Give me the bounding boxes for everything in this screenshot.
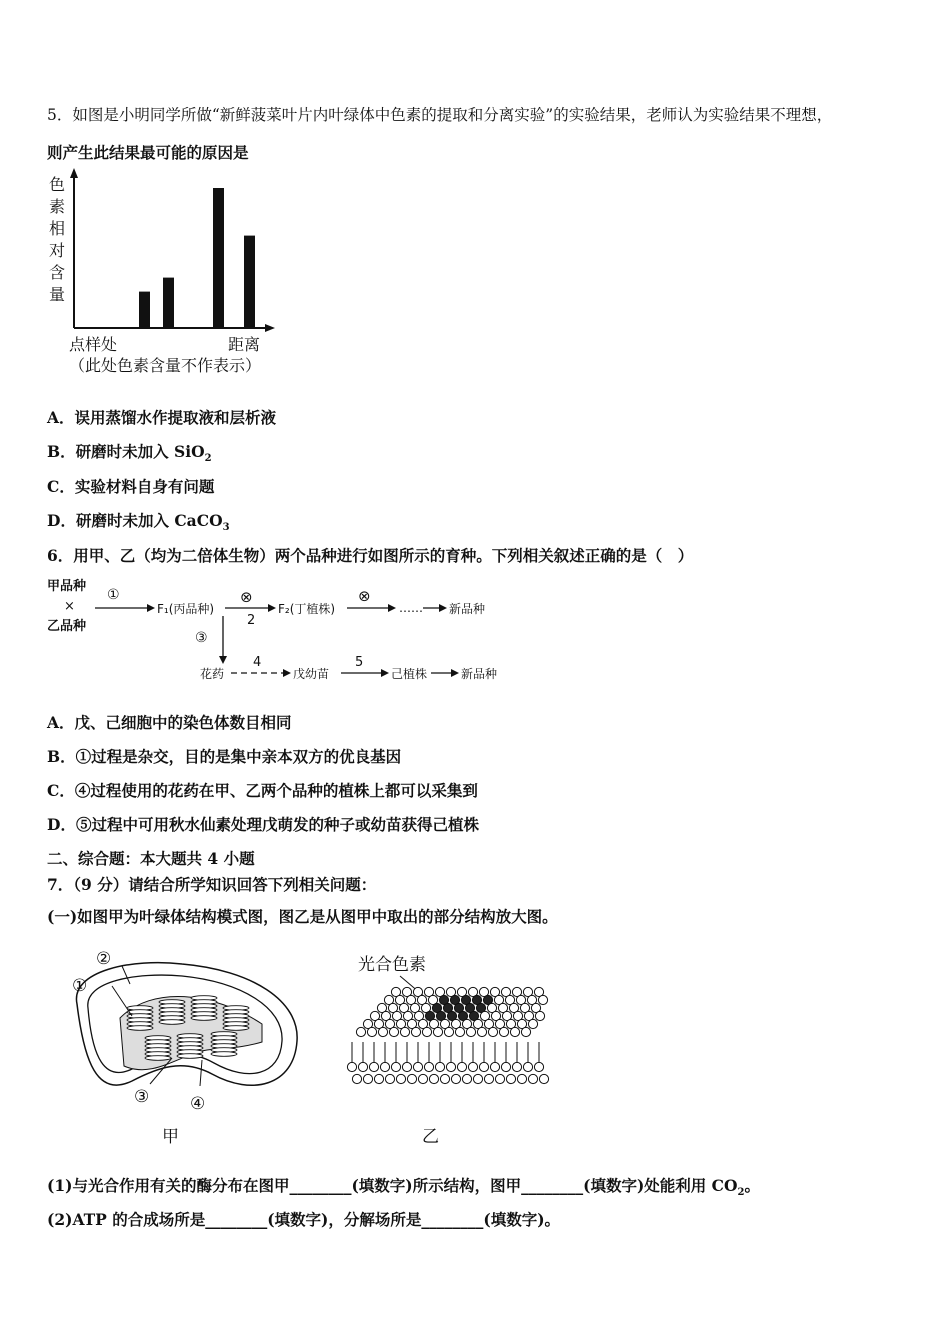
lipid-head — [501, 1062, 510, 1071]
thylakoid-disc — [177, 1054, 203, 1059]
lipid-head — [462, 1074, 471, 1083]
lipid-head — [402, 1062, 411, 1071]
y-axis-arrow — [70, 168, 78, 178]
y-label-char: 量 — [49, 285, 66, 304]
bar-2 — [163, 278, 174, 328]
pollen-label: 花药 — [200, 667, 225, 681]
lipid-head — [477, 1027, 486, 1036]
origin-label: 点样处 — [69, 335, 118, 354]
step-1: ① — [107, 587, 120, 603]
y-label-char: 对 — [49, 241, 66, 260]
lipid-head — [451, 1074, 460, 1083]
option-letter: D． — [47, 815, 76, 834]
ji-plant: 己植株 — [391, 667, 428, 681]
lipid-head — [440, 1074, 449, 1083]
lipid-head — [352, 1074, 361, 1083]
q6-option-c — [47, 779, 478, 801]
lipid-head — [378, 1027, 387, 1036]
f2-label: F₂(丁植株) — [278, 602, 336, 616]
lipid-head — [424, 1062, 433, 1071]
option-text: 实验材料自身有问题 — [74, 477, 215, 496]
lipid-head — [422, 1027, 431, 1036]
q7-part1: (一)如图甲为叶绿体结构模式图，图乙是从图甲中取出的部分结构放大图。 — [47, 907, 558, 926]
option-letter: A． — [47, 408, 75, 427]
thylakoid-disc — [191, 1016, 217, 1021]
lipid-head — [411, 1027, 420, 1036]
cross-sign: × — [64, 599, 75, 614]
option-text: 研磨时未加入 CaCO — [75, 511, 223, 530]
y-label-char: 素 — [49, 197, 66, 216]
caption-yi: 乙 — [422, 1127, 439, 1147]
option-letter: C． — [47, 477, 75, 496]
sub1-end: 。 — [744, 1176, 761, 1195]
lipid-head — [539, 1074, 548, 1083]
lipid-head — [528, 1019, 537, 1028]
option-letter: D． — [47, 511, 76, 530]
lipid-head — [468, 1062, 477, 1071]
q7-stem: 7．（9 分）请结合所学知识回答下列相关问题： — [47, 875, 377, 894]
jia-variety: 甲品种 — [47, 579, 87, 594]
lipid-head — [369, 1062, 378, 1071]
lipid-head — [479, 1062, 488, 1071]
label-2: ② — [96, 949, 112, 969]
label-4: ④ — [190, 1094, 206, 1114]
y-label-char: 相 — [49, 219, 66, 238]
q6-stem: 6．用甲、乙（均为二倍体生物）两个品种进行如图所示的育种。下列相关叙述正确的是（ ） — [47, 546, 694, 565]
lipid-head — [407, 1074, 416, 1083]
lipid-head — [535, 1011, 544, 1020]
x-axis-arrow — [265, 324, 275, 332]
lipid-head — [506, 1074, 515, 1083]
lipid-head — [358, 1062, 367, 1071]
y-axis-label — [49, 175, 65, 304]
option-subscript: 2 — [204, 453, 212, 465]
option-text: ④过程使用的花药在甲、乙两个品种的植株上都可以采集到 — [74, 781, 478, 800]
step-4: 4 — [253, 655, 262, 670]
option-text: 戊、己细胞中的染色体数目相同 — [74, 713, 292, 732]
lipid-head — [455, 1027, 464, 1036]
section-heading: 二、综合题：本大题共 4 小题 — [47, 849, 255, 868]
pigment-label: 光合色素 — [358, 955, 426, 975]
option-text: 研磨时未加入 SiO — [75, 442, 205, 461]
lipid-head — [413, 1062, 422, 1071]
selfing-sign: ⊗ — [240, 588, 253, 606]
new-variety-2: 新品种 — [461, 667, 498, 681]
q6-breeding-diagram — [45, 572, 515, 687]
bar-4 — [244, 236, 255, 328]
q6-option-d — [47, 813, 479, 835]
y-label-char: 含 — [49, 263, 66, 282]
lipid-head — [446, 1062, 455, 1071]
lipid-head — [534, 1062, 543, 1071]
q5-option-d — [47, 509, 230, 533]
bar-3 — [213, 188, 224, 328]
lipid-head — [523, 1062, 532, 1071]
lipid-head — [389, 1027, 398, 1036]
lipid-head — [444, 1027, 453, 1036]
lipid-head — [400, 1027, 409, 1036]
x-axis-label: 距离 — [228, 335, 261, 354]
q5-stem-line2: 则产生此结果最可能的原因是 — [47, 143, 249, 162]
dots: …… — [399, 601, 423, 615]
lipid-head — [473, 1074, 482, 1083]
q7-sub1 — [47, 1174, 760, 1198]
thylakoid-disc — [127, 1026, 153, 1031]
yi-variety: 乙品种 — [47, 619, 87, 634]
lipid-head — [499, 1027, 508, 1036]
sub1-text: (1)与光合作用有关的酶分布在图甲________(填数字)所示结构，图甲________(填数字)处能利用 CO — [47, 1176, 738, 1195]
option-text: ①过程是杂交，目的是集中亲本双方的优良基因 — [75, 747, 402, 766]
label-1: ① — [72, 976, 88, 996]
lipid-head — [391, 1062, 400, 1071]
q5-option-b — [47, 440, 212, 464]
lipid-head — [385, 1074, 394, 1083]
lipid-head — [495, 1074, 504, 1083]
lipid-head — [356, 1027, 365, 1036]
option-letter: A． — [47, 713, 75, 732]
option-letter: B． — [47, 747, 76, 766]
bar-1 — [139, 292, 150, 328]
thylakoid-disc — [145, 1056, 171, 1061]
new-variety-1: 新品种 — [449, 602, 486, 616]
lipid-head — [512, 1062, 521, 1071]
thylakoid-disc — [159, 1020, 185, 1025]
lipid-head — [457, 1062, 466, 1071]
lipid-head — [528, 1074, 537, 1083]
wu-seedling: 戊幼苗 — [293, 667, 330, 681]
lipid-bilayer — [347, 987, 548, 1083]
lipid-head — [363, 1074, 372, 1083]
selfing-sign: ⊗ — [358, 587, 371, 605]
lipid-head — [435, 1062, 444, 1071]
lipid-head — [433, 1027, 442, 1036]
lipid-head — [380, 1062, 389, 1071]
f1-label: F₁(丙品种) — [157, 602, 215, 616]
option-text: ⑤过程中可用秋水仙素处理戊萌发的种子或幼苗获得己植株 — [75, 815, 479, 834]
thylakoid-disc — [211, 1052, 237, 1057]
option-letter: C． — [47, 781, 75, 800]
q6-option-b — [47, 745, 401, 767]
lipid-head — [488, 1027, 497, 1036]
y-label-char: 色 — [49, 175, 66, 194]
option-letter: B． — [47, 442, 76, 461]
option-subscript: 3 — [222, 522, 230, 534]
caption-jia: 甲 — [162, 1127, 179, 1147]
lipid-head — [367, 1027, 376, 1036]
option-text: 误用蒸馏水作提取液和层析液 — [74, 408, 277, 427]
lipid-head — [396, 1074, 405, 1083]
lipid-head — [510, 1027, 519, 1036]
lipid-head — [466, 1027, 475, 1036]
lipid-head — [347, 1062, 356, 1071]
chloroplast-figure-jia — [62, 946, 312, 1156]
lipid-head — [374, 1074, 383, 1083]
lipid-head — [521, 1027, 530, 1036]
lipid-head — [484, 1074, 493, 1083]
step-3: ③ — [195, 630, 208, 646]
lipid-head — [429, 1074, 438, 1083]
q6-option-a — [47, 711, 292, 733]
thylakoid-membrane-figure-yi — [340, 946, 560, 1156]
step-5: 5 — [355, 655, 364, 670]
thylakoid-disc — [223, 1026, 249, 1031]
q7-sub2: (2)ATP 的合成场所是________(填数字)，分解场所是________(填数字)。 — [47, 1210, 561, 1229]
q5-option-a — [47, 406, 276, 428]
lipid-head — [538, 995, 547, 1004]
lipid-head — [517, 1074, 526, 1083]
chart-note: （此处色素含量不作表示） — [69, 356, 262, 375]
sub1-subscript: 2 — [737, 1187, 745, 1199]
label-3: ③ — [134, 1087, 150, 1107]
q5-stem-line1: 5．如图是小明同学所做“新鲜菠菜叶片内叶绿体中色素的提取和分离实验”的实验结果，老师认为实验结果不理想， — [47, 106, 833, 124]
lipid-head — [418, 1074, 427, 1083]
lipid-head — [490, 1062, 499, 1071]
q5-bar-chart — [45, 168, 285, 378]
step-2: 2 — [247, 613, 256, 628]
q5-option-c — [47, 475, 214, 497]
